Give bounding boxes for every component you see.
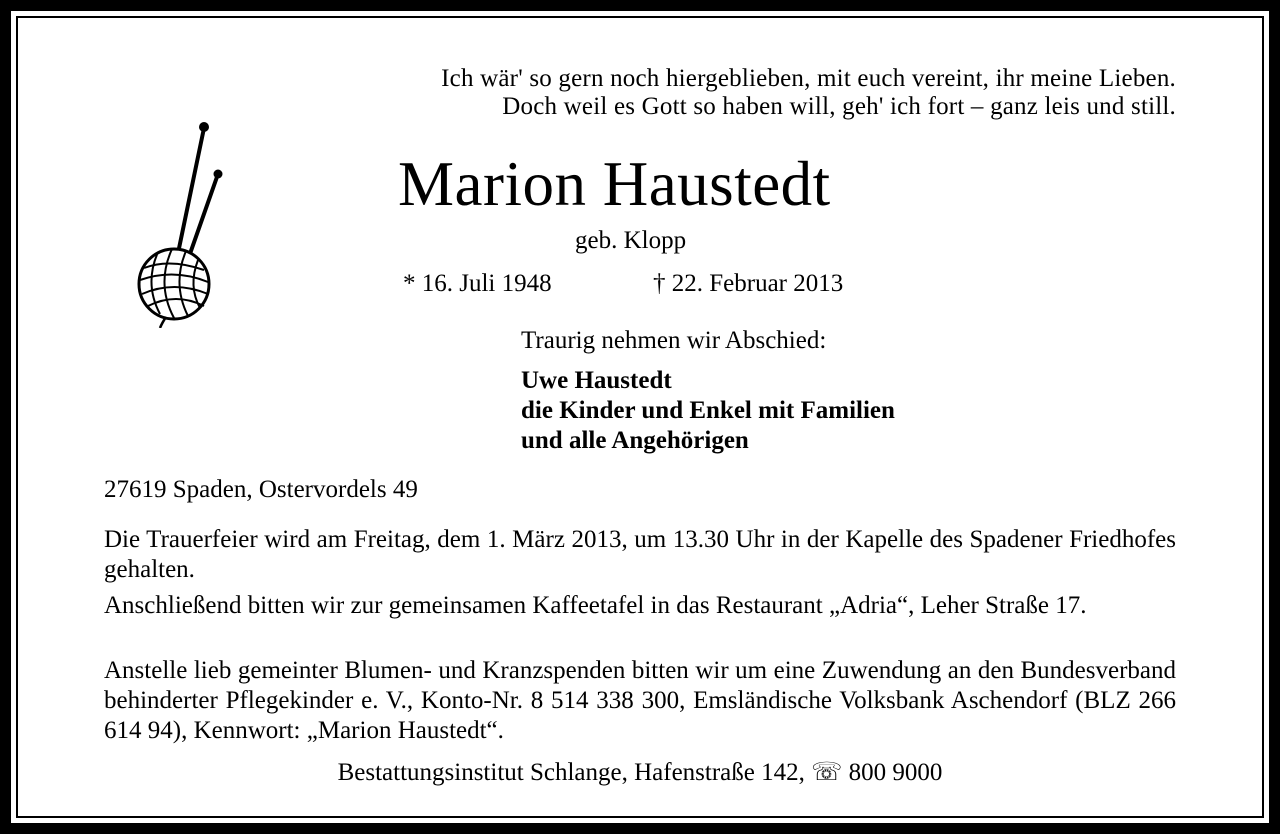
mourning-intro: Traurig nehmen wir Abschied: — [521, 327, 827, 354]
death-date: † 22. Februar 2013 — [653, 270, 844, 297]
maiden-name: geb. Klopp — [575, 227, 687, 254]
reception-paragraph: Anschließend bitten wir zur gemeinsamen Kaffeetafel in das Restaurant „Adria“, Leher Straße 17. — [104, 592, 1087, 619]
deceased-name: Marion Haustedt — [398, 149, 831, 219]
donation-paragraph: Anstelle lieb gemeinter Blumen- und Kranzspenden bitten wir um eine Zuwendung an den Bundesverband behinderter Pflegekinder e. V., Konto-Nr. 8 514 338 300, Emsländische Volksbank Aschendorf (BLZ 266 614 94), Kennwort: „Marion Haustedt“. — [104, 657, 1176, 744]
yarn-ball-knitting-needles-icon — [130, 118, 230, 328]
family-address: 27619 Spaden, Ostervordels 49 — [104, 476, 418, 503]
funeral-service-paragraph: Die Trauerfeier wird am Freitag, dem 1. März 2013, um 13.30 Uhr in der Kapelle des Spadener Friedhofes gehalten. — [104, 526, 1176, 583]
poem-line-2: Doch weil es Gott so haben will, geh' ich fort – ganz leis und still. — [502, 93, 1176, 120]
mourner-name: und alle Angehörigen — [521, 427, 749, 454]
funeral-home-footer: Bestattungsinstitut Schlange, Hafenstraße 142, ☏ 800 9000 — [337, 759, 943, 786]
mourner-name: die Kinder und Enkel mit Familien — [521, 397, 895, 424]
mourner-name: Uwe Haustedt — [521, 367, 672, 394]
poem-line-1: Ich wär' so gern noch hiergeblieben, mit euch vereint, ihr meine Lieben. — [441, 65, 1176, 92]
birth-date: * 16. Juli 1948 — [403, 270, 552, 297]
